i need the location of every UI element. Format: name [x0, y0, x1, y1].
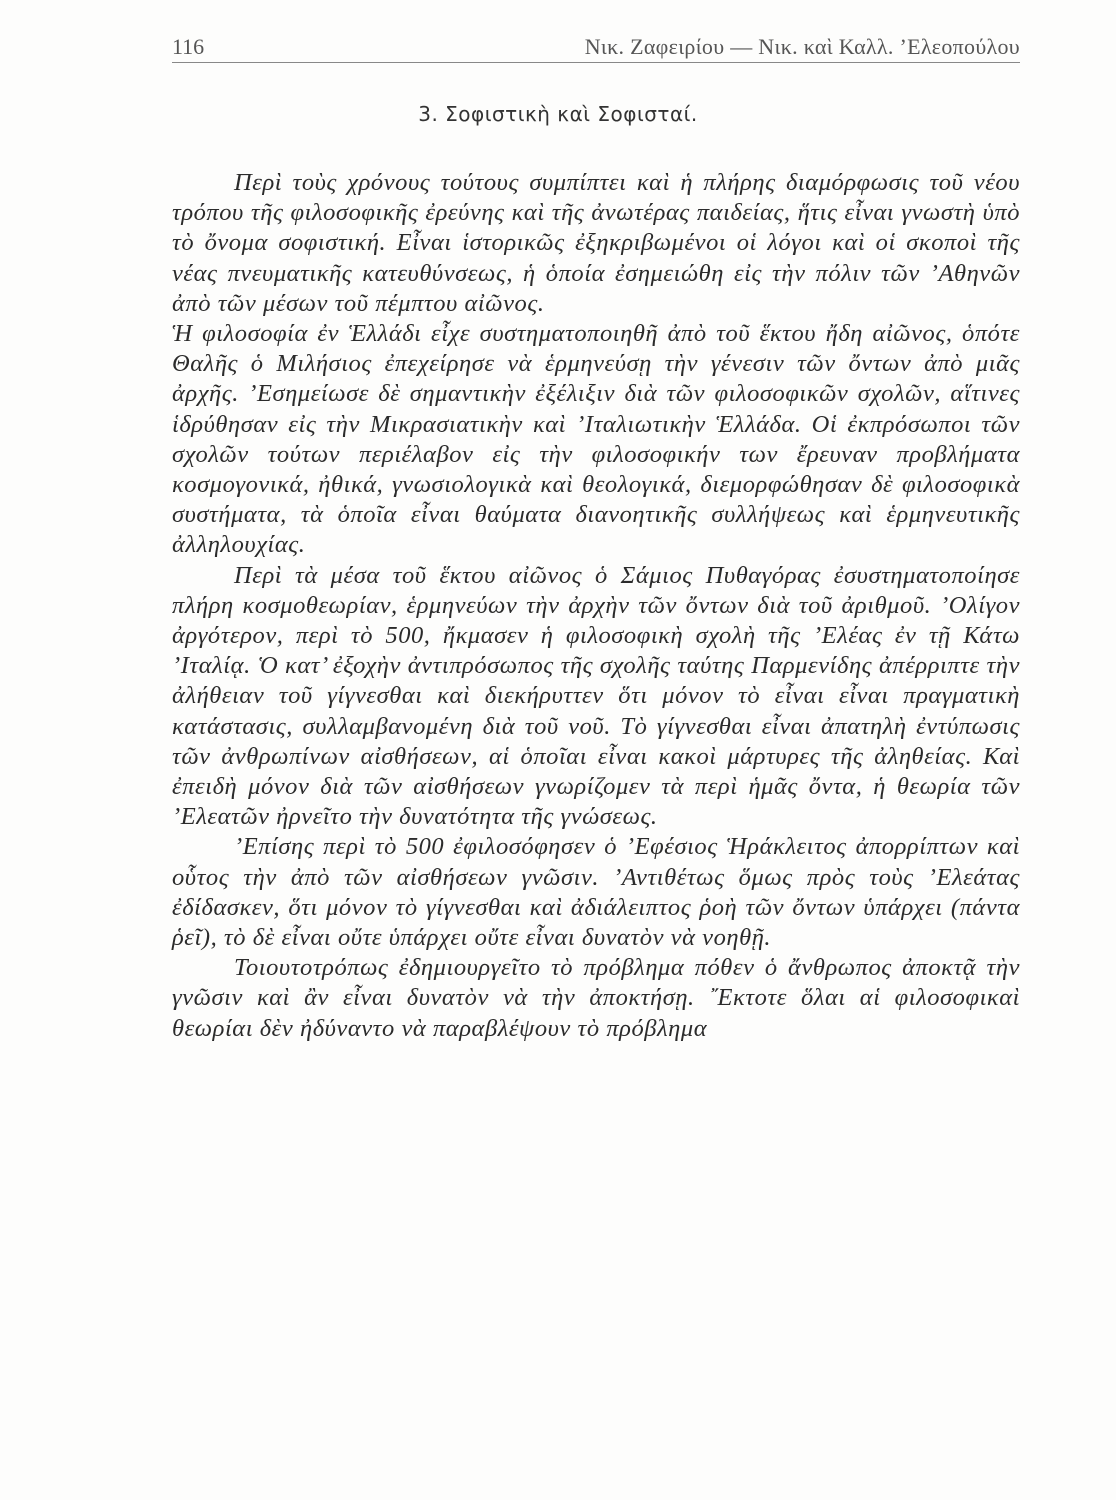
paragraph: Περὶ τὰ μέσα τοῦ ἕκτου αἰῶνος ὁ Σάμιος Πυθαγόρας ἐσυστηματοποίησε πλήρη κοσμοθεωρίαν, ἑρμηνεύων τὴν ἀρχὴν τῶν ὄντων διὰ τοῦ ἀριθμοῦ. ’Ολίγον ἀργότερον, περὶ τὸ 500, ἤκμασεν ἡ φιλοσοφικὴ σχολὴ τῆς ’Ελέας ἐν τῇ Κάτω ’Ιταλίᾳ. Ὁ κατ’ ἐξοχὴν ἀντιπρόσωπος τῆς σχολῆς ταύτης Παρμενίδης ἀπέρριπτε τὴν ἀλήθειαν τοῦ γίγνεσθαι καὶ διεκήρυττεν ὅτι μόνον τὸ εἶναι εἶναι πραγματικὴ κατάστασις, συλλαμβανομένη διὰ τοῦ νοῦ. Τὸ γίγνεσθαι εἶναι ἀπατηλὴ ἐντύπωσις τῶν ἀνθρωπίνων αἰσθήσεων, αἱ ὁποῖαι εἶναι κακοὶ μάρτυρες τῆς ἀληθείας. Καὶ ἐπειδὴ μόνον διὰ τῶν αἰσθήσεων γνωρίζομεν τὰ περὶ ἡμᾶς ὄντα, ἡ θεωρία τῶν ’Ελεατῶν ἠρνεῖτο τὴν δυνατότητα τῆς γνώσεως.	[172, 561, 1020, 831]
paragraph: Τοιουτοτρόπως ἐδημιουργεῖτο τὸ πρόβλημα πόθεν ὁ ἄνθρωπος ἀποκτᾷ τὴν γνῶσιν καὶ ἂν εἶναι δυνατὸν νὰ τὴν ἀποκτήσῃ. ῎Εκτοτε ὅλαι αἱ φιλοσοφικαὶ θεωρίαι δὲν ἠδύναντο νὰ παραβλέψουν τὸ πρόβλημα	[172, 954, 1020, 1042]
paragraph: Περὶ τοὺς χρόνους τούτους συμπίπτει καὶ ἡ πλήρης διαμόρφωσις τοῦ νέου τρόπου τῆς φιλοσοφικῆς ἐρεύνης καὶ τῆς ἀνωτέρας παιδείας, ἥτις εἶναι γνωστὴ ὑπὸ τὸ ὄνομα σοφιστική. Εἶναι ἱστορικῶς ἐξηκριβωμένοι οἱ λόγοι καὶ οἱ σκοποὶ τῆς νέας πνευματικῆς κατευθύνσεως, ἡ ὁποία ἐσημειώθη εἰς τὴν πόλιν τῶν ’Αθηνῶν ἀπὸ τῶν μέσων τοῦ πέμπτου αἰῶνος.	[172, 169, 1020, 317]
running-head: Νικ. Ζαφειρίου — Νικ. καὶ Καλλ. ’Ελεοπούλου	[584, 34, 1020, 59]
header-rule	[172, 62, 1020, 63]
section-title: 3. Σοφιστικὴ καὶ Σοφισταί.	[418, 102, 698, 126]
body-text	[172, 168, 1020, 1044]
page-number: 116	[172, 34, 205, 59]
paragraph: Ἡ φιλοσοφία ἐν Ἑλλάδι εἶχε συστηματοποιηθῆ ἀπὸ τοῦ ἕκτου ἤδη αἰῶνος, ὁπότε Θαλῆς ὁ Μιλήσιος ἐπεχείρησε νὰ ἑρμηνεύσῃ τὴν γένεσιν τῶν ὄντων ἀπὸ μιᾶς ἀρχῆς. ’Εσημείωσε δὲ σημαντικὴν ἐξέλιξιν διὰ τῶν φιλοσοφικῶν σχολῶν, αἵτινες ἱδρύθησαν εἰς τὴν Μικρασιατικὴν καὶ ’Ιταλιωτικὴν Ἑλλάδα. Οἱ ἐκπρόσωποι τῶν σχολῶν τούτων περιέλαβον εἰς τὴν φιλοσοφικήν των ἔρευναν προβλήματα κοσμογονικά, ἠθικά, γνωσιολογικὰ καὶ θεολογικά, διεμορφώθησαν δὲ φιλοσοφικὰ συστήματα, τὰ ὁποῖα εἶναι θαύματα διανοητικῆς συλλήψεως καὶ ἑρμηνευτικῆς ἀλληλουχίας.	[172, 320, 1020, 559]
paragraph: ’Επίσης περὶ τὸ 500 ἐφιλοσόφησεν ὁ ’Εφέσιος Ἡράκλειτος ἀπορρίπτων καὶ οὗτος τὴν ἀπὸ τῶν αἰσθήσεων γνῶσιν. ’Αντιθέτως ὅμως πρὸς τοὺς ’Ελεάτας ἐδίδασκεν, ὅτι μόνον τὸ γίγνεσθαι καὶ ἀδιάλειπτος ῥοὴ τῶν ὄντων ὑπάρχει (πάντα ῥεῖ), τὸ δὲ εἶναι οὔτε ὑπάρχει οὔτε εἶναι δυνατὸν νὰ νοηθῇ.	[172, 833, 1020, 952]
page-header	[172, 34, 1020, 62]
